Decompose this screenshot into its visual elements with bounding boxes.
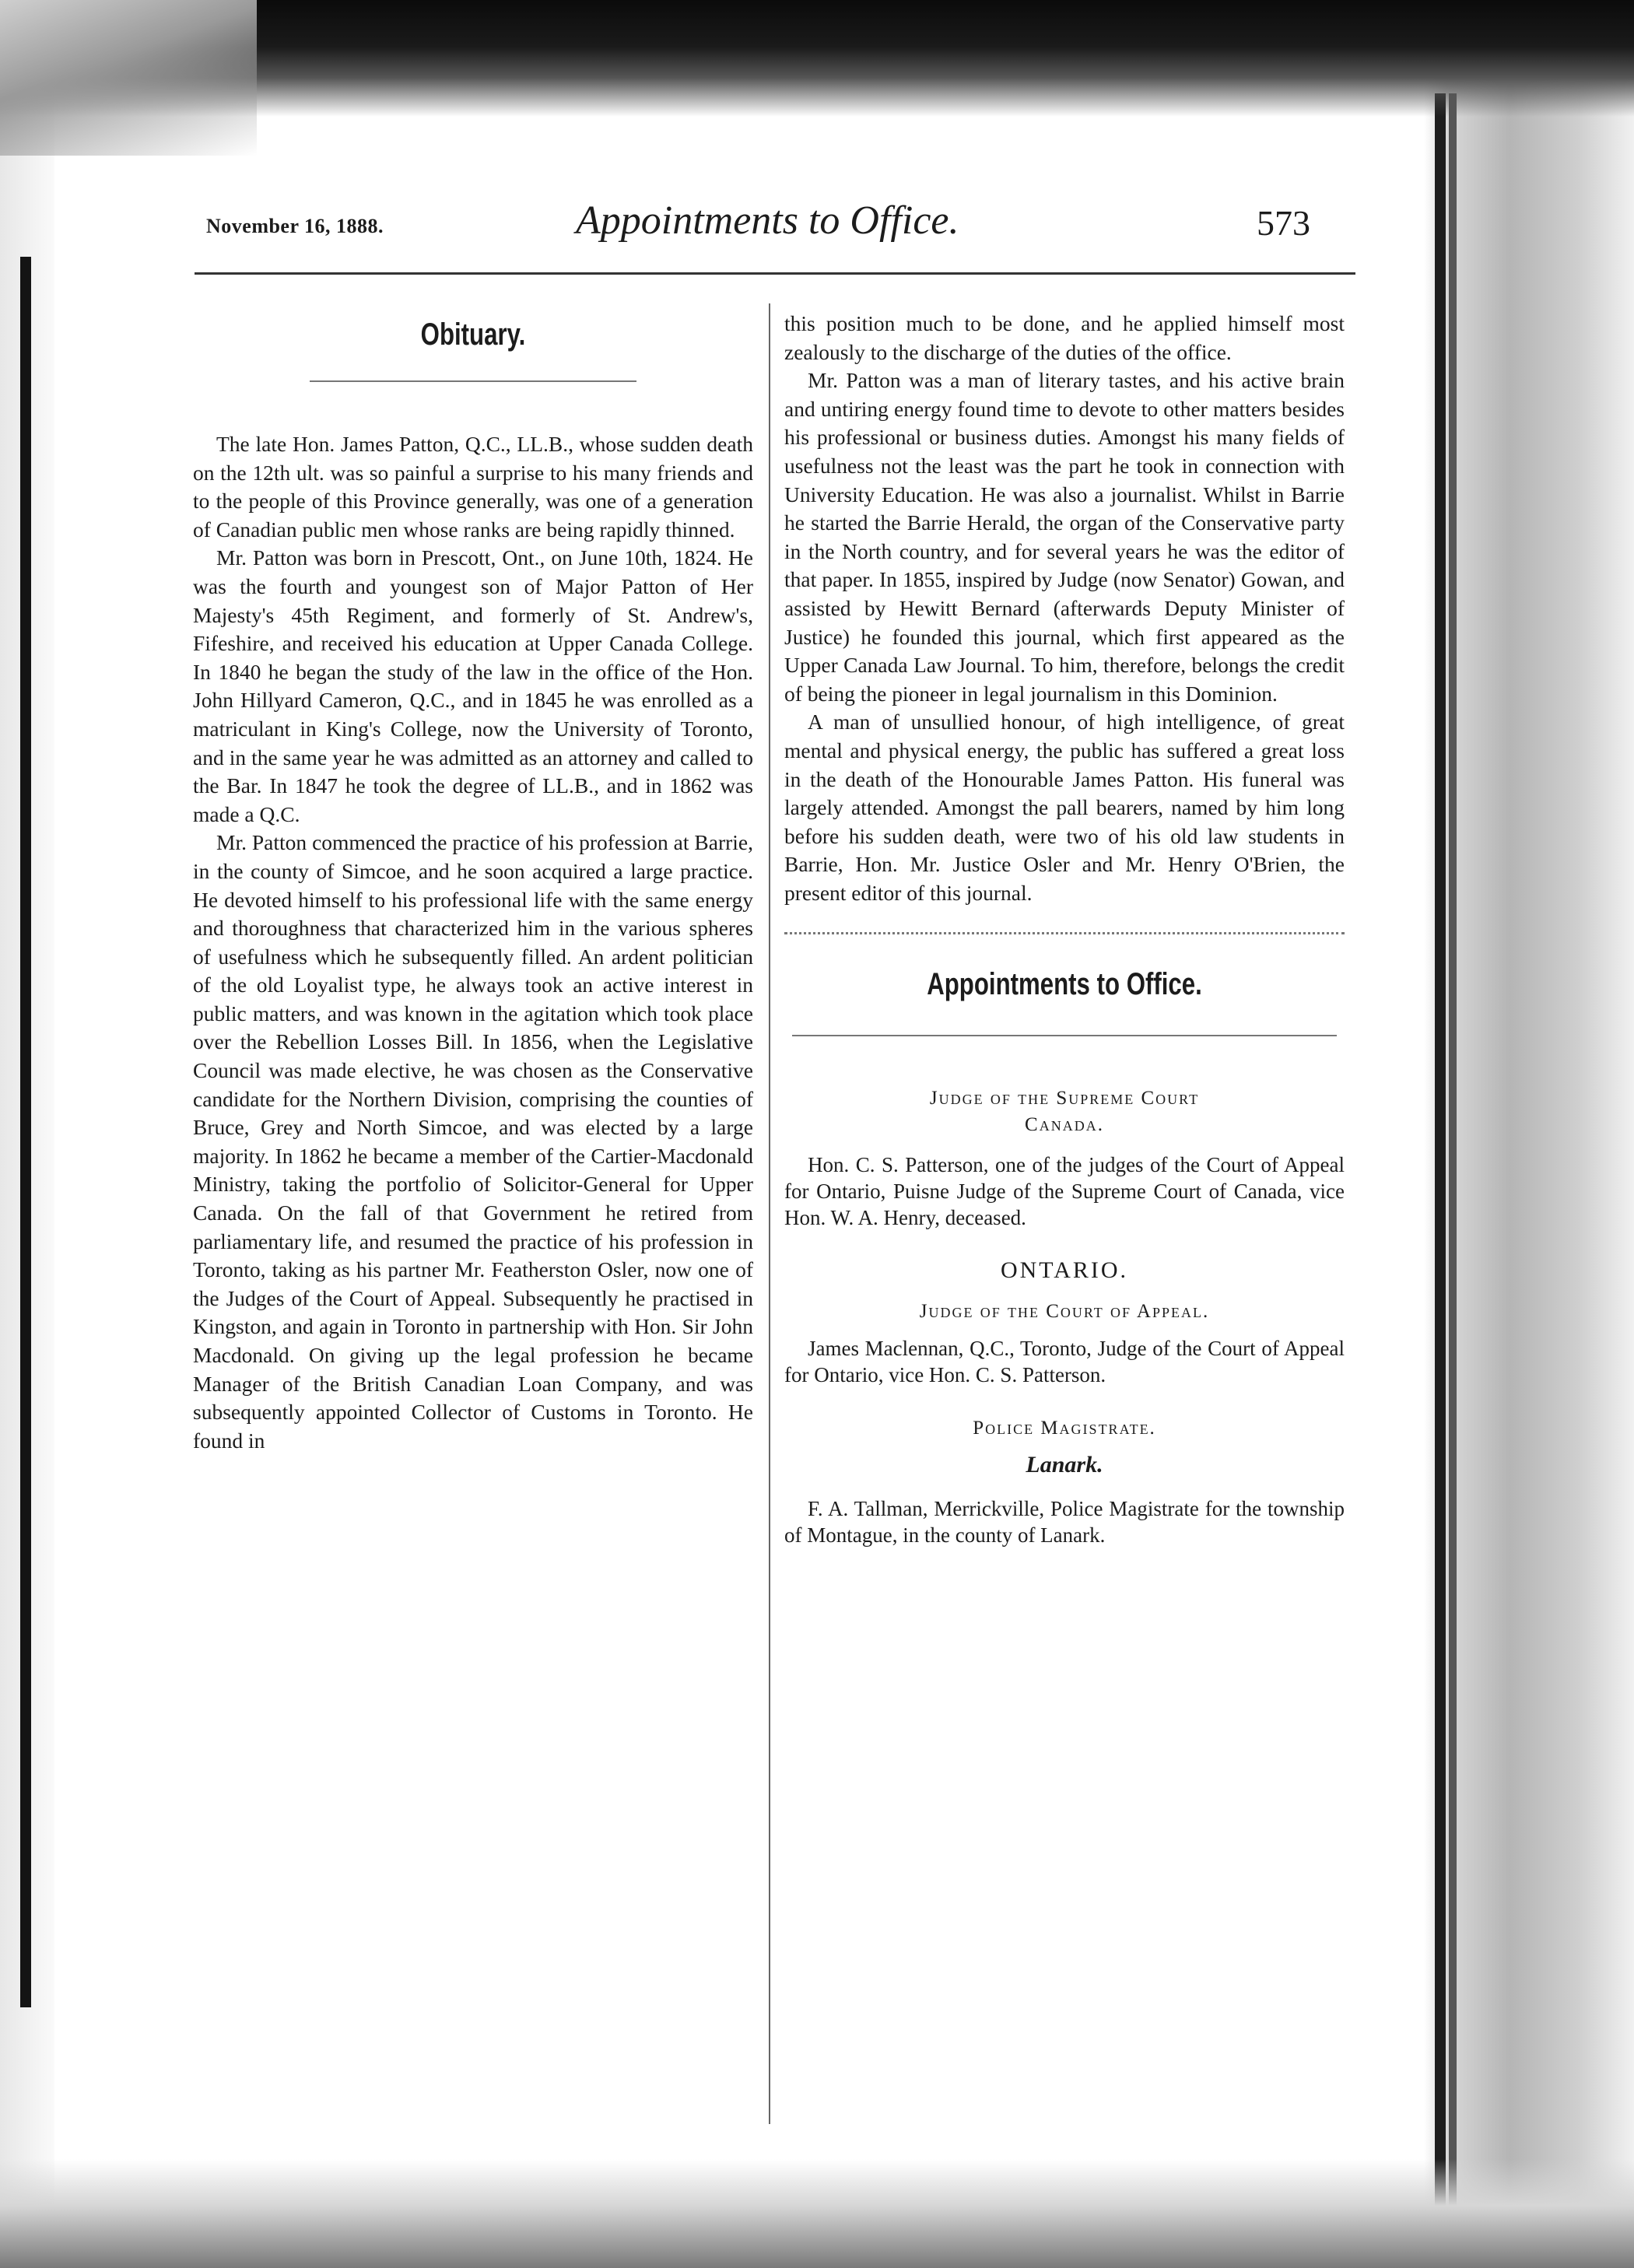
obituary-paragraph: Mr. Patton was born in Prescott, Ont., on June 10th, 1824. He was the fourth and youngest son of Major Patton of Her Majesty's 45th Regiment, and formerly of St. Andrew's, Fifeshire, and received his education at Upper Canada College. In 1840 he began the study of the law in the office of the Hon. John Hillyard Cameron, Q.C., and in 1845 he was enrolled as a matriculant in King's College, now the University of Toronto, and in the same year he was admitted as an attorney and called to the Bar. In 1847 he took the degree of LL.B., and in 1862 was made a Q.C.: [193, 545, 753, 826]
court-of-appeal-heading: Judge of the Court of Appeal.: [919, 1301, 1210, 1323]
page-number: 573: [1257, 203, 1310, 243]
court-of-appeal-entry: James Maclennan, Q.C., Toronto, Judge of the Court of Appeal for Ontario, vice Hon. C. S. Patterson.: [784, 1337, 1345, 1387]
obituary-rule: [310, 380, 636, 382]
supreme-court-heading-country: Canada.: [1025, 1114, 1104, 1136]
header-rule: [195, 272, 1355, 275]
police-magistrate-entry: F. A. Tallman, Merrickville, Police Magistrate for the township of Montague, in the county of Lanark.: [784, 1497, 1345, 1548]
obituary-paragraph: A man of unsullied honour, of high intelligence, of great mental and physical energy, the public has suffered a great loss in the death of the Honourable James Patton. His funeral was largely attended. Amongst the pall bearers, named by him long before his sudden death, were two of his old law students in Barrie, Hon. Mr. Justice Osler and Mr. Henry O'Brien, the present editor of this journal.: [784, 710, 1345, 905]
supreme-court-heading: Judge of the Supreme Court: [929, 1088, 1200, 1109]
police-magistrate-heading: Police Magistrate.: [973, 1418, 1156, 1439]
right-column: [784, 310, 1345, 1548]
appointments-heading: Appointments to Office.: [927, 967, 1202, 1002]
left-column: [193, 310, 753, 1455]
obituary-paragraph: Mr. Patton commenced the practice of his profession at Barrie, in the county of Simcoe, and he soon acquired a large practice. He devoted himself to his professional life with the same energy and thoroughness that characterized him in the various spheres of usefulness which he subsequently filled. An ardent politician of the old Loyalist type, he always took an active interest in public matters, and was known in the agitation which took place over the Rebellion Losses Bill. In 1856, when the Legislative Council was made elective, he was chosen as the Conservative candidate for the Northern Division, comprising the counties of Bruce, Grey and North Simcoe, and was elected by a large majority. In 1862 he became a member of the Cartier-Macdonald Ministry, taking the portfolio of Solicitor-General for Upper Canada. On the fall of that Government he retired from parliamentary life, and resumed the practice of his profession in Toronto, taking as his partner Mr. Featherston Osler, now one of the Judges of the Court of Appeal. Subsequently he practised in Kingston, and again in Toronto in partnership with Hon. Sir John Macdonald. On giving up the legal profession he became Manager of the British Canadian Loan Company, and was subsequently appointed Collector of Customs in Toronto. He found in: [193, 830, 753, 1453]
column-divider: [769, 303, 770, 2124]
obituary-heading: Obituary.: [420, 317, 526, 352]
section-divider: [784, 932, 1345, 934]
obituary-paragraph: The late Hon. James Patton, Q.C., LL.B., whose sudden death on the 12th ult. was so painful a surprise to his many friends and to the people of this Province generally, was one of a generation of Canadian public men whose ranks are being rapidly thinned.: [193, 432, 753, 542]
obituary-paragraph: Mr. Patton was a man of literary tastes, and his active brain and untiring energy found time to devote to other matters besides his professional or business duties. Amongst his many fields of usefulness not the least was the part he took in connection with University Education. He was also a journalist. Whilst in Barrie he started the Barrie Herald, the organ of the Conservative party in the North country, and for several years he was the editor of that paper. In 1855, inspired by Judge (now Senator) Gowan, and assisted by Hewitt Bernard (afterwards Deputy Minister of Justice) he founded this journal, which first appeared as the Upper Canada Law Journal. To him, therefore, belongs the credit of being the pioneer in legal journalism in this Dominion.: [784, 368, 1345, 706]
province-heading: ONTARIO.: [1000, 1257, 1129, 1284]
county-heading: Lanark.: [1026, 1452, 1103, 1478]
running-header-date: November 16, 1888.: [206, 215, 384, 237]
obituary-paragraph: this position much to be done, and he applied himself most zealously to the discharge of the duties of the office.: [784, 311, 1345, 364]
running-header-title: Appointments to Office.: [576, 198, 959, 243]
appointments-rule: [792, 1035, 1337, 1036]
appointments-list: [784, 1088, 1345, 1548]
supreme-court-entry: Hon. C. S. Patterson, one of the judges of the Court of Appeal for Ontario, Puisne Judge of the Supreme Court of Canada, vice Hon. W. A. Henry, deceased.: [784, 1153, 1345, 1230]
